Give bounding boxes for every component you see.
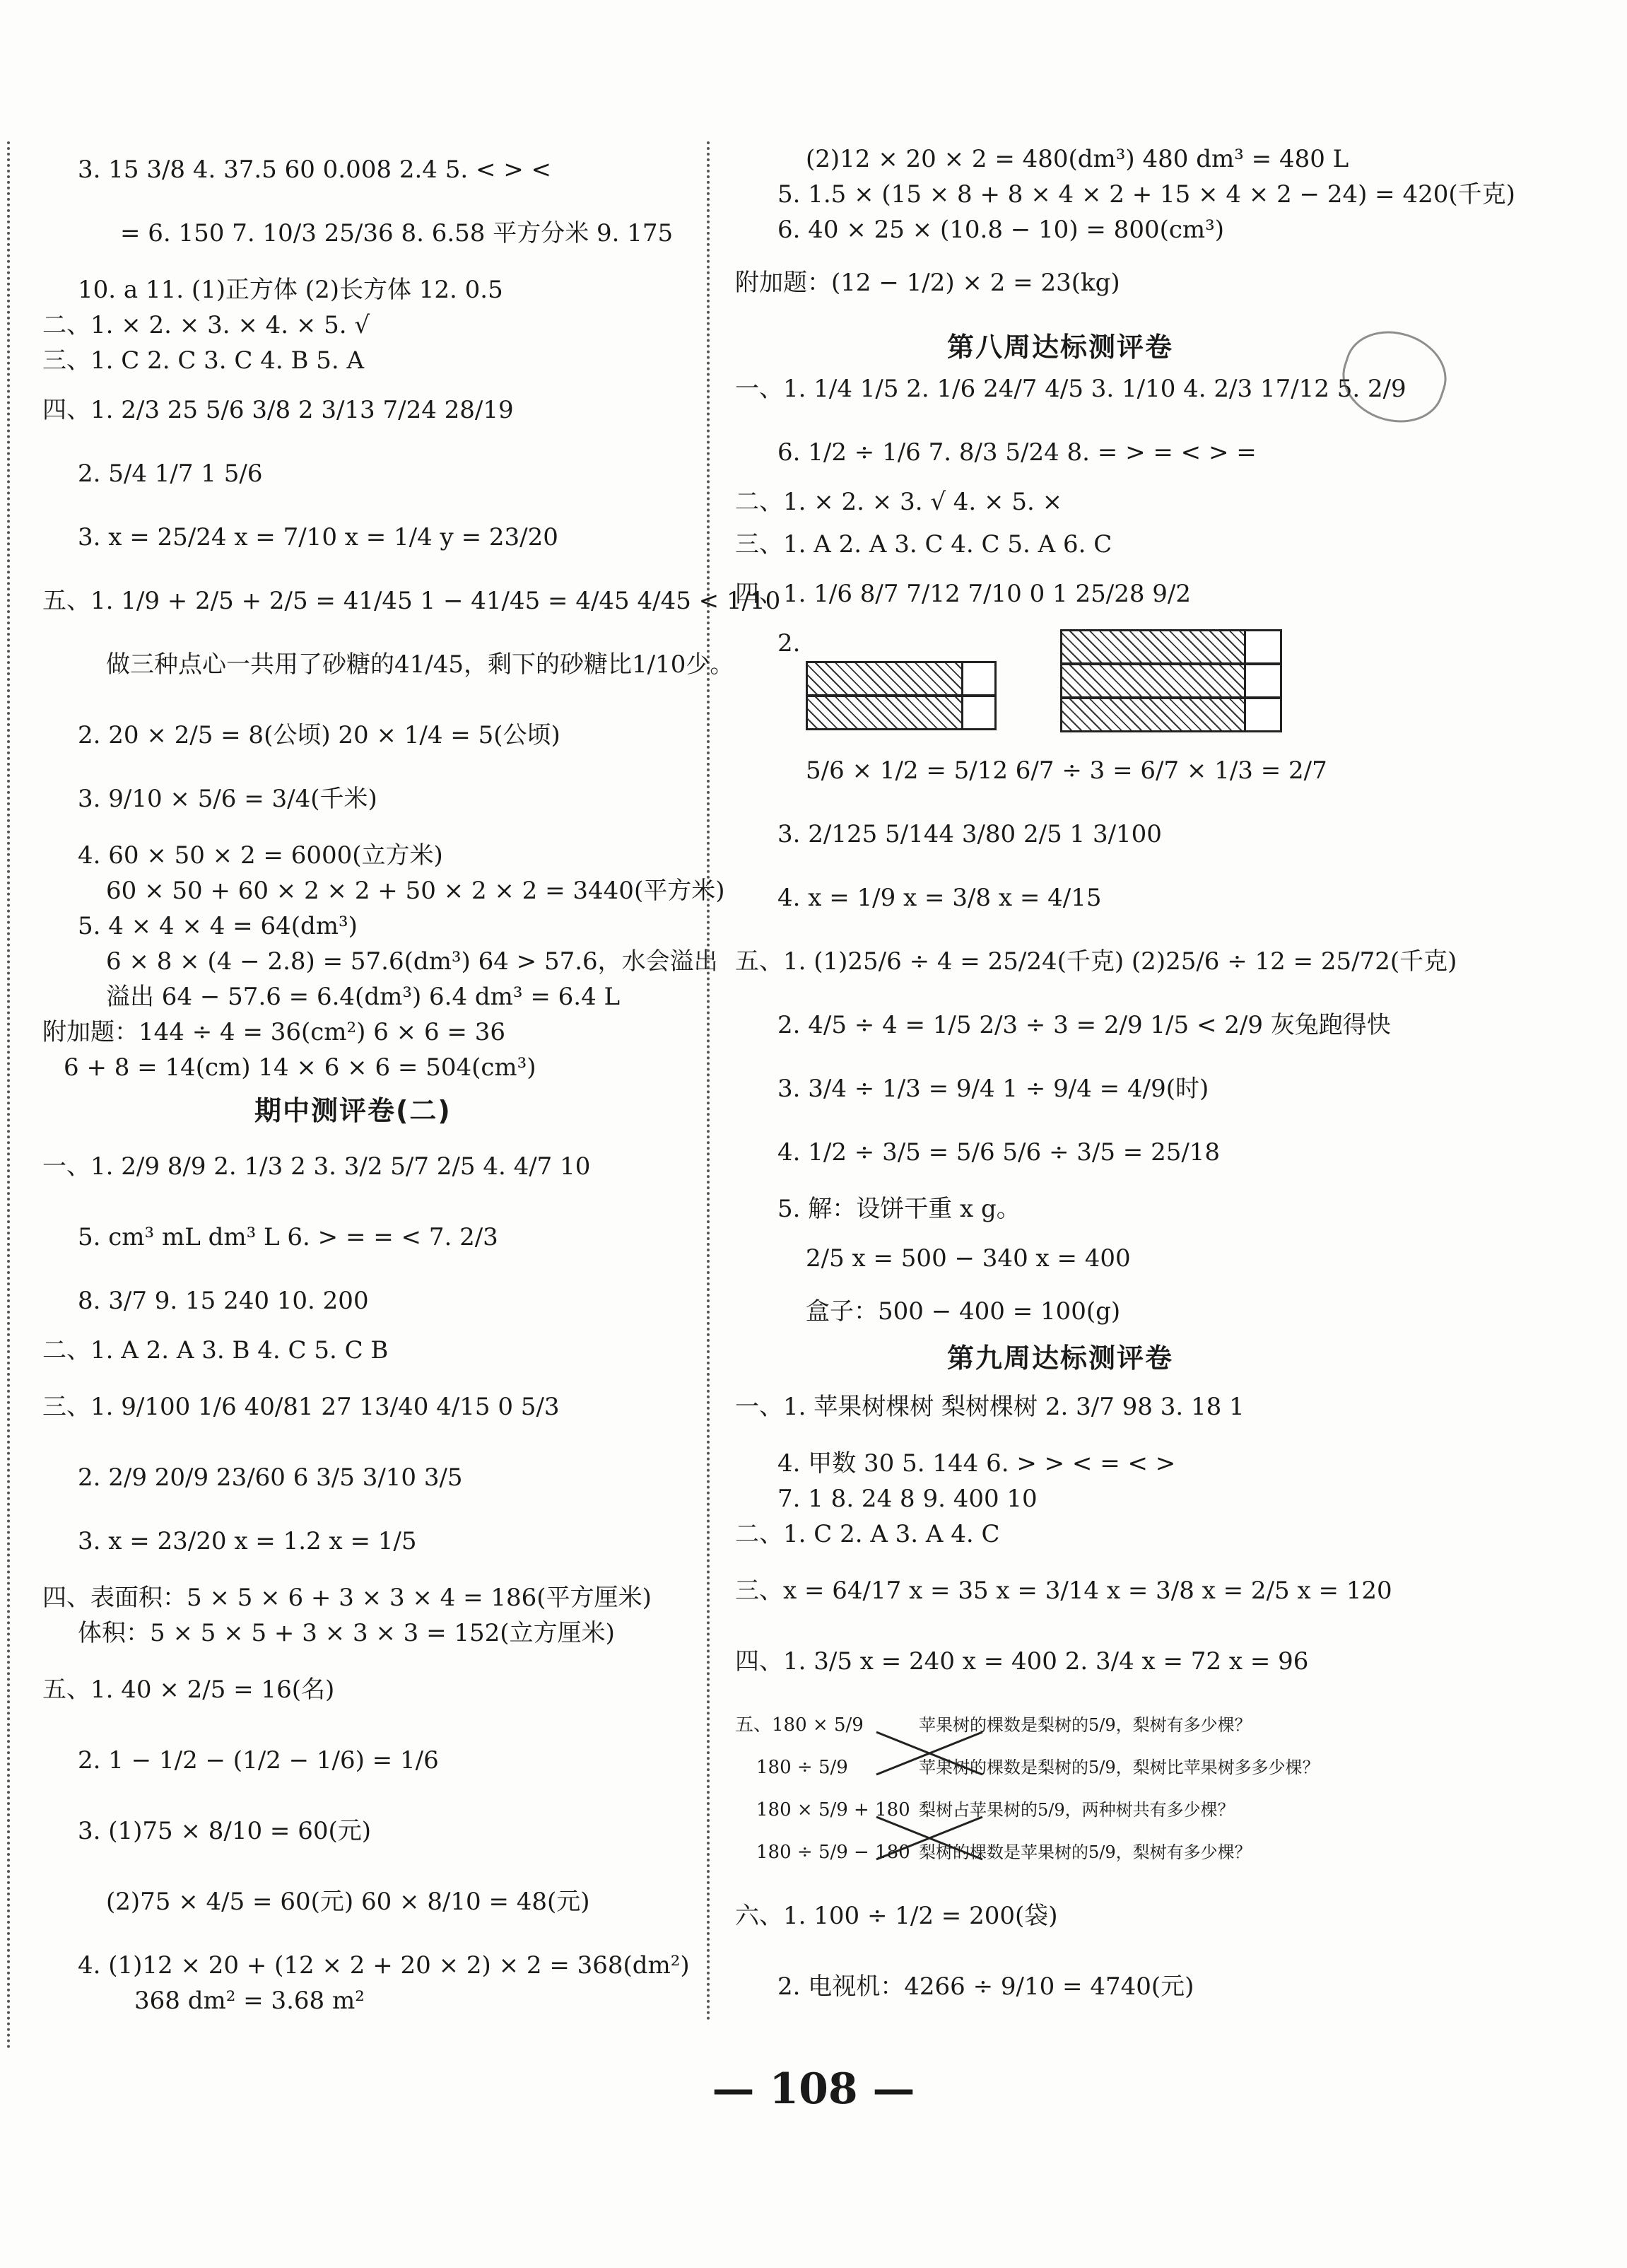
page-number: — 108 — <box>712 2064 915 2114</box>
answer-line: 8. 3/7 9. 15 240 10. 200 <box>78 1287 369 1315</box>
answer-line: 盒子：500 − 400 = 100(g) <box>806 1297 1121 1326</box>
empty-cell <box>1244 629 1282 665</box>
answer-line: 五、1. (1)25/6 ÷ 4 = 25/24(千克) (2)25/6 ÷ 12 = 25/72(千克) <box>735 947 1457 976</box>
answer-line: 四、1. 3/5 x = 240 x = 400 2. 3/4 x = 72 x = 96 <box>735 1647 1309 1676</box>
answer-line: 四、1. 2/3 25 5/6 3/8 2 3/13 7/24 28/19 <box>42 396 514 424</box>
answer-line: 附加题：144 ÷ 4 = 36(cm²) 6 × 6 = 36 <box>42 1018 505 1046</box>
match-left-item: 180 ÷ 5/9 − 180 <box>756 1842 910 1863</box>
answer-line: 三、1. A 2. A 3. C 4. C 5. A 6. C <box>735 530 1112 559</box>
answer-line: 2. 电视机：4266 ÷ 9/10 = 4740(元) <box>777 1972 1194 2001</box>
answer-line: 五、1. 1/9 + 2/5 + 2/5 = 41/45 1 − 41/45 = 4/45 4/45 < 1/10 <box>42 587 781 615</box>
answer-line: (2)12 × 20 × 2 = 480(dm³) 480 dm³ = 480 L <box>806 145 1349 173</box>
answer-line: 2. 1 − 1/2 − (1/2 − 1/6) = 1/6 <box>78 1746 439 1775</box>
shaded-cells <box>806 661 965 696</box>
answer-line: 10. a 11. (1)正方体 (2)长方体 12. 0.5 <box>78 276 503 304</box>
answer-line: 7. 1 8. 24 8 9. 400 10 <box>777 1485 1038 1513</box>
answer-line: 2. 20 × 2/5 = 8(公顷) 20 × 1/4 = 5(公顷) <box>78 721 560 749</box>
answer-line: 一、1. 1/4 1/5 2. 1/6 24/7 4/5 3. 1/10 4. 2/3 17/12 5. 2/9 <box>735 375 1406 403</box>
shaded-cells <box>806 695 965 730</box>
empty-cell <box>1244 697 1282 732</box>
match-right-item: 梨树占苹果树的5/9，两种树共有多少棵？ <box>919 1800 1235 1820</box>
answer-line: 4. 1/2 ÷ 3/5 = 5/6 5/6 ÷ 3/5 = 25/18 <box>777 1138 1221 1167</box>
answer-line: 附加题：(12 − 1/2) × 2 = 23(kg) <box>735 269 1120 297</box>
answer-line: 5/6 × 1/2 = 5/12 6/7 ÷ 3 = 6/7 × 1/3 = 2/7 <box>806 756 1327 785</box>
answer-line: 368 dm² = 3.68 m² <box>134 1987 365 2015</box>
match-right-item: 苹果树的棵数是梨树的5/9，梨树有多少棵？ <box>919 1715 1252 1735</box>
answer-line: 做三种点心一共用了砂糖的41/45，剩下的砂糖比1/10少。 <box>106 650 734 679</box>
answer-line: 五、1. 40 × 2/5 = 16(名) <box>42 1676 335 1704</box>
answer-line: 二、1. × 2. × 3. × 4. × 5. √ <box>42 311 370 339</box>
answer-line: 4. (1)12 × 20 + (12 × 2 + 20 × 2) × 2 = 368(dm²) <box>78 1951 690 1980</box>
match-left-item: 五、180 × 5/9 <box>735 1714 864 1736</box>
answer-line: 一、1. 2/9 8/9 2. 1/3 2 3. 3/2 5/7 2/5 4. 4/7 10 <box>42 1152 591 1181</box>
answer-line: 3. 15 3/8 4. 37.5 60 0.008 2.4 5. < > < <box>78 156 552 184</box>
section-heading: 第八周达标测评卷 <box>947 332 1174 363</box>
answer-line: 4. x = 1/9 x = 3/8 x = 4/15 <box>777 884 1102 912</box>
answer-line: 6. 40 × 25 × (10.8 − 10) = 800(cm³) <box>777 216 1225 244</box>
answer-line: 六、1. 100 ÷ 1/2 = 200(袋) <box>735 1902 1058 1930</box>
answer-line: 二、1. C 2. A 3. A 4. C <box>735 1520 1000 1548</box>
match-left-item: 180 ÷ 5/9 <box>756 1757 848 1778</box>
stamp-logo <box>1332 319 1457 436</box>
column-divider <box>707 141 710 2022</box>
answer-line: 三、1. 9/100 1/6 40/81 27 13/40 4/15 0 5/3 <box>42 1393 560 1421</box>
answer-line: 2. 4/5 ÷ 4 = 1/5 2/3 ÷ 3 = 2/9 1/5 < 2/9 灰兔跑得快 <box>777 1011 1391 1039</box>
shaded-cells <box>1060 663 1248 698</box>
answer-line: 3. 2/125 5/144 3/80 2/5 1 3/100 <box>777 820 1162 848</box>
answer-line: 二、1. A 2. A 3. B 4. C 5. C B <box>42 1336 389 1364</box>
section-heading: 期中测评卷(二) <box>254 1095 452 1126</box>
answer-line: 4. 甲数 30 5. 144 6. > > < = < > <box>777 1449 1176 1478</box>
answer-line: 溢出 64 − 57.6 = 6.4(dm³) 6.4 dm³ = 6.4 L <box>106 983 621 1011</box>
matching-lines <box>862 1725 1004 1881</box>
shaded-cells <box>1060 629 1248 665</box>
shaded-cells <box>1060 697 1248 732</box>
fraction-bar-figure-2 <box>1060 629 1286 735</box>
answer-line: 4. 60 × 50 × 2 = 6000(立方米) <box>78 841 443 870</box>
answer-line: 2/5 x = 500 − 340 x = 400 <box>806 1244 1131 1273</box>
answer-line: (2)75 × 4/5 = 60(元) 60 × 8/10 = 48(元) <box>106 1888 590 1916</box>
fraction-bar-figure-1 <box>806 661 1011 732</box>
match-right-item: 苹果树的棵数是梨树的5/9，梨树比苹果树多多少棵？ <box>919 1758 1320 1777</box>
answer-line: 6 + 8 = 14(cm) 14 × 6 × 6 = 504(cm³) <box>64 1053 536 1082</box>
match-left-item: 180 × 5/9 + 180 <box>756 1799 910 1820</box>
answer-line: 3. (1)75 × 8/10 = 60(元) <box>78 1817 372 1845</box>
answer-line: 5. 解：设饼干重 x g。 <box>777 1195 1021 1223</box>
left-margin-divider <box>7 141 10 2050</box>
match-right-item: 梨树的棵数是苹果树的5/9，梨树有多少棵？ <box>919 1842 1252 1862</box>
answer-line: = 6. 150 7. 10/3 25/36 8. 6.58 平方分米 9. 175 <box>120 219 674 247</box>
answer-line: 5. 1.5 × (15 × 8 + 8 × 4 × 2 + 15 × 4 × 2 − 24) = 420(千克) <box>777 180 1515 209</box>
answer-line: 2. <box>777 629 801 657</box>
answer-line: 2. 2/9 20/9 23/60 6 3/5 3/10 3/5 <box>78 1463 463 1492</box>
answer-line: 3. 3/4 ÷ 1/3 = 9/4 1 ÷ 9/4 = 4/9(时) <box>777 1075 1209 1103</box>
answer-line: 一、1. 苹果树棵树 梨树棵树 2. 3/7 98 3. 18 1 <box>735 1393 1245 1421</box>
answer-line: 3. x = 23/20 x = 1.2 x = 1/5 <box>78 1527 417 1555</box>
answer-line: 5. cm³ mL dm³ L 6. > = = < 7. 2/3 <box>78 1223 498 1251</box>
empty-cell <box>961 695 997 730</box>
answer-line: 四、1. 1/6 8/7 7/12 7/10 0 1 25/28 9/2 <box>735 580 1192 608</box>
section-heading: 第九周达标测评卷 <box>947 1343 1174 1374</box>
answer-line: 3. 9/10 × 5/6 = 3/4(千米) <box>78 785 377 813</box>
answer-line: 60 × 50 + 60 × 2 × 2 + 50 × 2 × 2 = 3440(平方米) <box>106 877 725 905</box>
answer-line: 5. 4 × 4 × 4 = 64(dm³) <box>78 912 358 940</box>
answer-line: 体积：5 × 5 × 5 + 3 × 3 × 3 = 152(立方厘米) <box>78 1619 615 1647</box>
answer-line: 6 × 8 × (4 − 2.8) = 57.6(dm³) 64 > 57.6，水会溢出 <box>106 947 718 976</box>
empty-cell <box>1244 663 1282 698</box>
answer-line: 6. 1/2 ÷ 1/6 7. 8/3 5/24 8. = > = < > = <box>777 438 1257 467</box>
answer-line: 3. x = 25/24 x = 7/10 x = 1/4 y = 23/20 <box>78 523 558 551</box>
answer-line: 二、1. × 2. × 3. √ 4. × 5. × <box>735 488 1063 516</box>
answer-line: 四、表面积：5 × 5 × 6 + 3 × 3 × 4 = 186(平方厘米) <box>42 1584 652 1612</box>
answer-line: 三、1. C 2. C 3. C 4. B 5. A <box>42 346 365 375</box>
answer-line: 三、x = 64/17 x = 35 x = 3/14 x = 3/8 x = 2/5 x = 120 <box>735 1577 1392 1605</box>
answer-line: 2. 5/4 1/7 1 5/6 <box>78 460 263 488</box>
empty-cell <box>961 661 997 696</box>
